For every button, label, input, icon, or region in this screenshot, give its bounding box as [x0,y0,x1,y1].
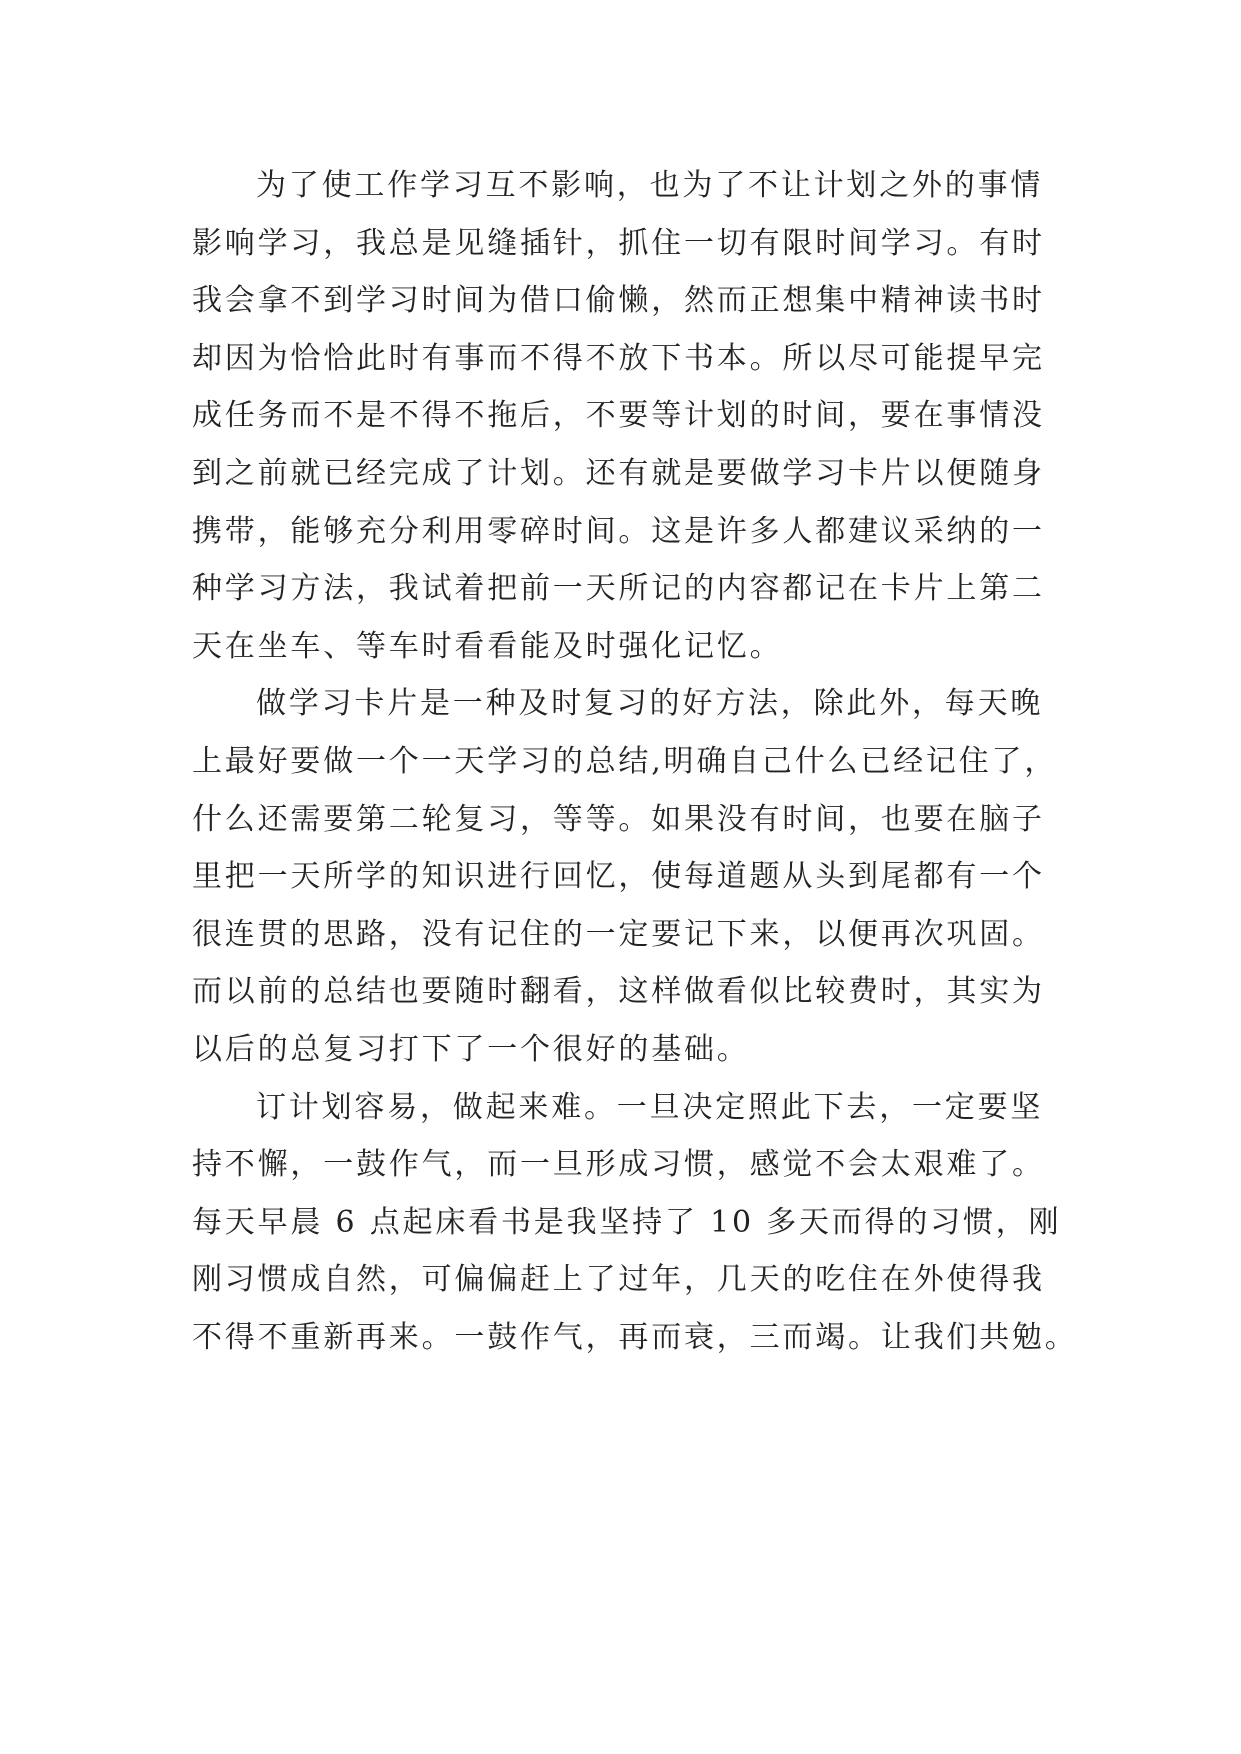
paragraph-line: 刚习惯成自然，可偏偏赶上了过年，几天的吃住在外使得我 [192,1262,1045,1298]
paragraph-line: 天在坐车、等车时看看能及时强化记忆。 [192,628,783,664]
document-body [192,157,1078,1366]
paragraph-line: 成任务而不是不得不拖后，不要等计划的时间，要在事情没 [192,398,1045,434]
paragraph-line: 订计划容易，做起来难。一旦决定照此下去，一定要坚 [256,1089,1044,1125]
paragraph-line: 却因为恰恰此时有事而不得不放下书本。所以尽可能提早完 [192,340,1045,376]
paragraph-1 [192,157,1072,675]
paragraph-line: 里把一天所学的知识进行回忆，使每道题从头到尾都有一个 [192,859,1045,895]
paragraph-line: 种学习方法，我试着把前一天所记的内容都记在卡片上第二 [192,571,1045,607]
paragraph-2 [192,675,1072,1078]
paragraph-line: 持不懈，一鼓作气，而一旦形成习惯，感觉不会太艰难了。 [192,1147,1045,1183]
paragraph-line: 什么还需要第二轮复习，等等。如果没有时间，也要在脑子 [192,801,1045,837]
paragraph-line: 不得不重新再来。一鼓作气，再而衰，三而竭。让我们共勉。 [192,1319,1078,1355]
paragraph-line: 每天早晨 6 点起床看书是我坚持了 10 多天而得的习惯，刚 [192,1204,1062,1240]
paragraph-line: 影响学习，我总是见缝插针，抓住一切有限时间学习。有时 [192,225,1045,261]
paragraph-3 [192,1079,1078,1367]
paragraph-line: 做学习卡片是一种及时复习的好方法，除此外，每天晚 [256,686,1044,722]
paragraph-line: 携带，能够充分利用零碎时间。这是许多人都建议采纳的一 [192,513,1045,549]
paragraph-line: 我会拿不到学习时间为借口偷懒，然而正想集中精神读书时 [192,283,1045,319]
paragraph-line: 为了使工作学习互不影响，也为了不让计划之外的事情 [256,168,1044,203]
paragraph-line: 而以前的总结也要随时翻看，这样做看似比较费时，其实为 [192,974,1045,1010]
paragraph-line: 到之前就已经完成了计划。还有就是要做学习卡片以便随身 [192,455,1045,491]
paragraph-line: 上最好要做一个一天学习的总结,明确自己什么已经记住了， [192,743,1058,779]
paragraph-line: 很连贯的思路，没有记住的一定要记下来，以便再次巩固。 [192,916,1045,952]
paragraph-line: 以后的总复习打下了一个很好的基础。 [192,1031,750,1067]
